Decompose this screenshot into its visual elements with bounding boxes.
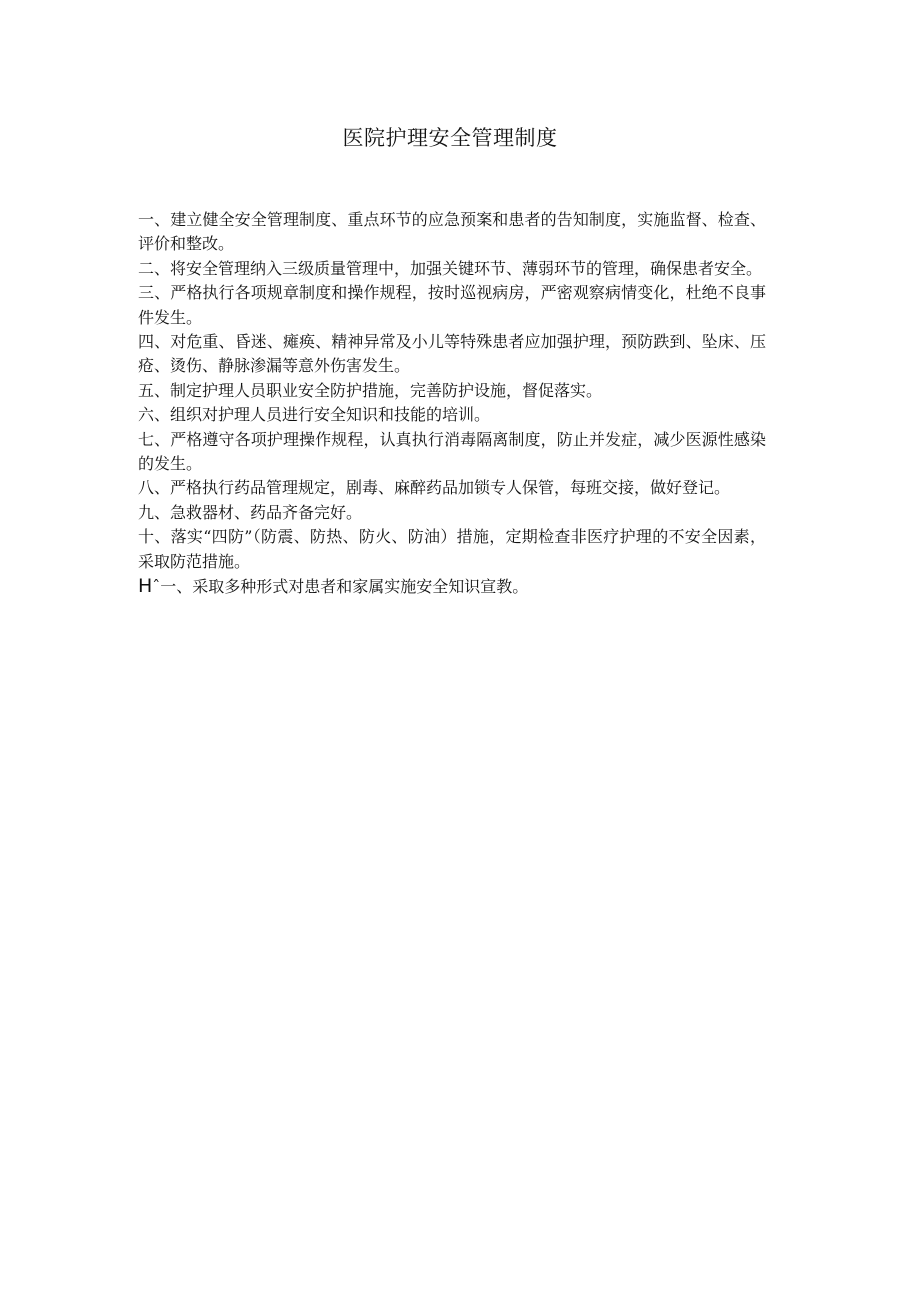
rule-item: 六、组织对护理人员进行安全知识和技能的培训。: [138, 405, 491, 425]
rule-item: 五、制定护理人员职业安全防护措施，完善防护设施，督促落实。: [138, 380, 603, 400]
rule-item: 四、对危重、昏迷、瘫痪、精神异常及小儿等特殊患者应加强护理，预防跌到、坠床、压疮、烫伤、静脉渗漏等意外伤害发生。: [138, 332, 766, 376]
document-title: 医院护理安全管理制度: [342, 126, 558, 150]
rule-item: 七、严格遵守各项护理操作规程，认真执行消毒隔离制度，防止并发症，减少医源性感染的发生。: [138, 429, 766, 474]
rule-item: 二、将安全管理纳入三级质量管理中，加强关键环节、薄弱环节的管理，确保患者安全。: [138, 258, 763, 278]
rule-item: 一、建立健全安全管理制度、重点环节的应急预案和患者的告知制度，实施监督、检查、评价和整改。: [138, 210, 766, 254]
rule-lead-glyph: H: [138, 575, 153, 598]
rule-item: 十、落实“四防”（防震、防热、防火、防油）措施，定期检查非医疗护理的不安全因素，采取防范措施。: [138, 527, 766, 571]
rule-item: 九、急救器材、药品齐备完好。: [138, 502, 363, 522]
rule-item-last: [138, 574, 766, 599]
rules-list: [138, 208, 766, 600]
rule-item: 三、严格执行各项规章制度和操作规程，按时巡视病房，严密观察病情变化，杜绝不良事件发生。: [138, 283, 766, 327]
rule-item: 八、严格执行药品管理规定，剧毒、麻醉药品加锁专人保管，每班交接，做好登记。: [138, 478, 731, 498]
rule-item-text: ˆ一、采取多种形式对患者和家属实施安全知识宣教。: [152, 577, 529, 597]
